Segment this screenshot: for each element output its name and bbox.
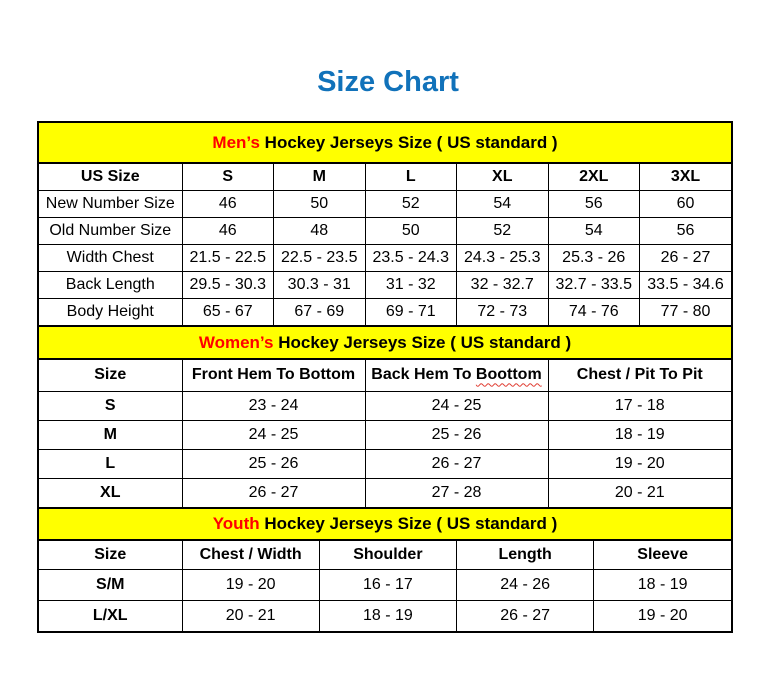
table-cell: 69 - 71: [365, 298, 457, 325]
table-cell: 19 - 20: [548, 449, 731, 478]
back-hem-typo-word: Boottom: [475, 366, 542, 384]
table-cell: 25.3 - 26: [548, 244, 640, 271]
youth-band-highlight: Youth: [212, 514, 260, 533]
table-cell: 74 - 76: [548, 298, 640, 325]
youth-header-row: [39, 540, 731, 569]
womens-header-chest: Chest / Pit To Pit: [548, 359, 731, 391]
row-label: Back Length: [39, 271, 182, 298]
womens-band-row: [39, 326, 731, 359]
table-cell: 72 - 73: [457, 298, 549, 325]
table-cell: 25 - 26: [365, 420, 548, 449]
mens-header-m: M: [274, 163, 366, 190]
row-label: New Number Size: [39, 190, 182, 217]
table-cell: 27 - 28: [365, 478, 548, 507]
youth-size-table: [39, 507, 731, 631]
table-row: [39, 244, 731, 271]
table-row: [39, 271, 731, 298]
table-cell: 19 - 20: [182, 569, 319, 600]
table-cell: 56: [640, 217, 732, 244]
table-cell: 33.5 - 34.6: [640, 271, 732, 298]
table-cell: 24.3 - 25.3: [457, 244, 549, 271]
mens-header-row: [39, 163, 731, 190]
table-cell: 50: [365, 217, 457, 244]
table-cell: 54: [548, 217, 640, 244]
table-row: [39, 190, 731, 217]
row-label: Old Number Size: [39, 217, 182, 244]
table-cell: 52: [457, 217, 549, 244]
table-cell: 46: [182, 217, 274, 244]
table-cell: 54: [457, 190, 549, 217]
table-cell: 56: [548, 190, 640, 217]
row-label: M: [39, 420, 182, 449]
row-label: S/M: [39, 569, 182, 600]
mens-header-3xl: 3XL: [640, 163, 732, 190]
size-chart-container: [37, 121, 733, 633]
table-cell: 17 - 18: [548, 391, 731, 420]
table-cell: 67 - 69: [274, 298, 366, 325]
table-cell: 46: [182, 190, 274, 217]
womens-band-rest: Hockey Jerseys Size ( US standard ): [273, 332, 572, 352]
table-cell: 26 - 27: [182, 478, 365, 507]
mens-header-xl: XL: [457, 163, 549, 190]
table-cell: 24 - 25: [365, 391, 548, 420]
womens-header-back-hem: [365, 359, 548, 391]
youth-band-row: [39, 508, 731, 540]
youth-header-shoulder: Shoulder: [319, 540, 456, 569]
mens-size-table: [39, 123, 731, 325]
table-row: [39, 478, 731, 507]
table-cell: 50: [274, 190, 366, 217]
page-title: Size Chart: [317, 66, 459, 98]
youth-header-chest-width: Chest / Width: [182, 540, 319, 569]
row-label: L/XL: [39, 600, 182, 631]
row-label: Body Height: [39, 298, 182, 325]
table-cell: 26 - 27: [640, 244, 732, 271]
table-cell: 32.7 - 33.5: [548, 271, 640, 298]
mens-header-l: L: [365, 163, 457, 190]
table-row: [39, 420, 731, 449]
table-cell: 65 - 67: [182, 298, 274, 325]
womens-header-size: Size: [39, 359, 182, 391]
table-cell: 48: [274, 217, 366, 244]
table-cell: 77 - 80: [640, 298, 732, 325]
youth-header-length: Length: [457, 540, 594, 569]
table-cell: 22.5 - 23.5: [274, 244, 366, 271]
table-cell: 31 - 32: [365, 271, 457, 298]
mens-band-highlight: Men’s: [212, 132, 260, 152]
mens-band-rest: Hockey Jerseys Size ( US standard ): [259, 132, 558, 152]
youth-header-sleeve: Sleeve: [594, 540, 731, 569]
back-hem-prefix: Back Hem To: [371, 366, 476, 384]
mens-band-row: [39, 123, 731, 163]
row-label: Width Chest: [39, 244, 182, 271]
row-label: XL: [39, 478, 182, 507]
table-cell: 26 - 27: [457, 600, 594, 631]
table-row: [39, 217, 731, 244]
mens-header-us-size: US Size: [39, 163, 182, 190]
mens-header-s: S: [182, 163, 274, 190]
table-cell: 52: [365, 190, 457, 217]
table-cell: 24 - 26: [457, 569, 594, 600]
table-cell: 16 - 17: [319, 569, 456, 600]
table-row: [39, 569, 731, 600]
table-cell: 29.5 - 30.3: [182, 271, 274, 298]
table-cell: 20 - 21: [182, 600, 319, 631]
table-cell: 19 - 20: [594, 600, 731, 631]
youth-band-title: [39, 508, 731, 540]
table-cell: 21.5 - 22.5: [182, 244, 274, 271]
table-cell: 26 - 27: [365, 449, 548, 478]
womens-band-highlight: Women’s: [198, 332, 274, 352]
table-row: [39, 298, 731, 325]
row-label: L: [39, 449, 182, 478]
womens-band-title: [39, 326, 731, 359]
table-cell: 23 - 24: [182, 391, 365, 420]
youth-band-rest: Hockey Jerseys Size ( US standard ): [259, 514, 558, 533]
womens-header-row: [39, 359, 731, 391]
youth-header-size: Size: [39, 540, 182, 569]
mens-band-title: [39, 123, 731, 163]
row-label: S: [39, 391, 182, 420]
table-cell: 18 - 19: [548, 420, 731, 449]
table-row: [39, 449, 731, 478]
table-cell: 24 - 25: [182, 420, 365, 449]
table-cell: 25 - 26: [182, 449, 365, 478]
table-cell: 18 - 19: [594, 569, 731, 600]
table-cell: 18 - 19: [319, 600, 456, 631]
mens-header-2xl: 2XL: [548, 163, 640, 190]
table-cell: 23.5 - 24.3: [365, 244, 457, 271]
table-row: [39, 600, 731, 631]
table-cell: 32 - 32.7: [457, 271, 549, 298]
table-cell: 30.3 - 31: [274, 271, 366, 298]
womens-header-front-hem: Front Hem To Bottom: [182, 359, 365, 391]
womens-size-table: [39, 325, 731, 507]
table-cell: 60: [640, 190, 732, 217]
table-cell: 20 - 21: [548, 478, 731, 507]
table-row: [39, 391, 731, 420]
